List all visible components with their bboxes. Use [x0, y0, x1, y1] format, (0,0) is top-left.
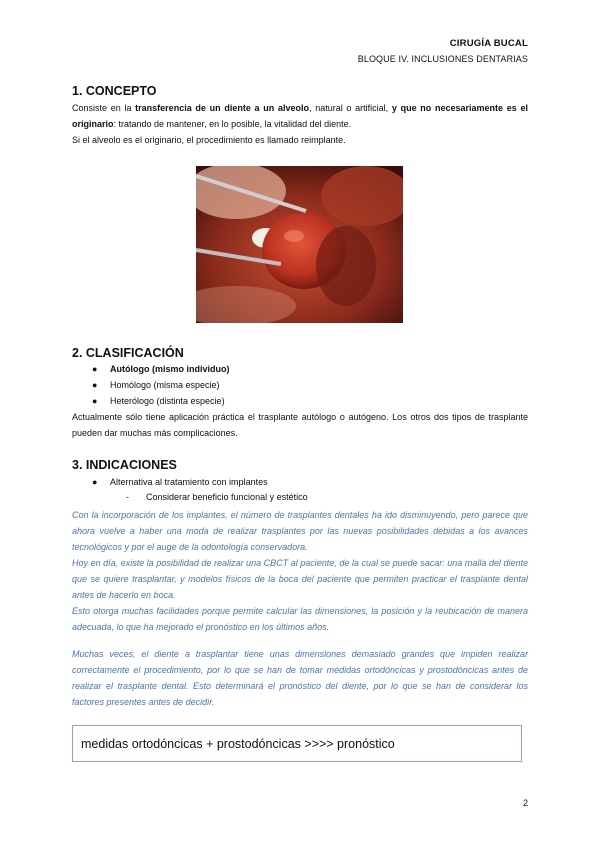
list-item: ● Heterólogo (distinta especie) — [92, 396, 225, 406]
concept-paragraph: Consiste en la transferencia de un diente a un alveolo, natural o artificial, y que no necesariamente es el originario: tratando de mantener, en lo posible, la vitalidad del diente. Si el alveolo es el originario, el procedimiento es llamado reimplante. — [72, 103, 528, 145]
transplant-photo — [196, 166, 403, 323]
sub-list-item: - Considerar beneficio funcional y estético — [126, 492, 308, 502]
indications-para-2: Hoy en día, existe la posibilidad de realizar una CBCT al paciente, de la cual se puede sacar: una malla del diente que se quiere trasplantar, y modelos físicos de la boca del paciente que permiten practicar el trasplante dental antes de hacerlo en boca. — [72, 558, 528, 600]
list-item: ● Autólogo (mismo individuo) — [92, 364, 230, 374]
page-number: 2 — [522, 798, 528, 808]
classification-text: Actualmente sólo tiene aplicación práctica el trasplante autólogo o autógeno. Los otros dos tipos de trasplante pueden dar muchas más complicaciones. — [72, 412, 528, 438]
section-heading-concepto: 1. CONCEPTO — [72, 84, 157, 98]
header-subtitle: BLOQUE IV. INCLUSIONES DENTARIAS — [357, 54, 528, 64]
header-title: CIRUGÍA BUCAL — [449, 38, 528, 49]
section-heading-indicaciones: 3. INDICACIONES — [72, 458, 177, 472]
list-item: ● Alternativa al tratamiento con implantes — [92, 477, 268, 487]
indications-para-4: Muchas veces, el diente a trasplantar tiene unas dimensiones demasiado grandes que impiden realizar correctamente el procedimiento, por lo que se han de tomar medidas ortodóncicas y prostodóncicas antes de realizar el trasplante dental. Esto determinará el pronóstico del diente, por lo que se han de considerar los factores presentes antes de decidir. — [72, 649, 528, 707]
formula-box: medidas ortodóncicas + prostodóncicas >>>> pronóstico — [72, 725, 522, 762]
indications-para-3: Esto otorga muchas facilidades porque permite calcular las dimensiones, la posición y la reubicación de manera adecuada, lo que ha mejorado el pronóstico en los últimos años. — [72, 606, 528, 632]
list-item: ● Homólogo (misma especie) — [92, 380, 220, 390]
indications-para-1: Con la incorporación de los implantes, el número de trasplantes dentales ha ido disminuyendo, pero parece que ahora vuelve a haber una moda de realizar trasplantes por las nuevas posibilidades debidas a los avances tecnológicos y por el auge de la odontología conservadora. — [72, 510, 528, 552]
section-heading-clasificacion: 2. CLASIFICACIÓN — [72, 346, 184, 360]
